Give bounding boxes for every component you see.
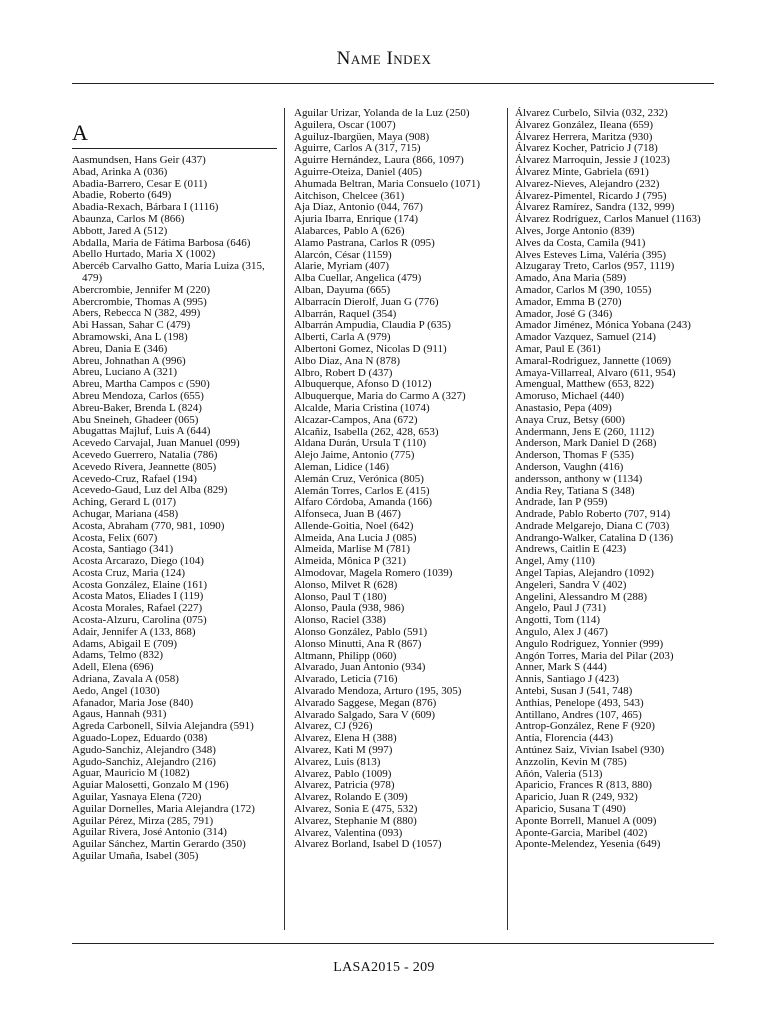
- index-entry: Alvarez, CJ (926): [294, 720, 373, 733]
- index-entry: Albro, Robert D (437): [294, 366, 393, 379]
- index-entry: Acevedo Rivera, Jeannette (805): [72, 460, 217, 473]
- page-title: Name Index: [336, 48, 432, 69]
- index-entry: Aparicio, Juan R (249, 932): [515, 791, 638, 804]
- index-column-3: [515, 108, 715, 851]
- index-entry: Amaya-Villarreal, Alvaro (611, 954): [515, 366, 676, 379]
- index-entry: Agreda Carbonell, Silvia Alejandra (591): [72, 720, 254, 733]
- index-entry: Acevedo Guerrero, Natalia (786): [72, 448, 218, 461]
- index-entry: Abu Sneineh, Ghadeer (065): [72, 413, 199, 426]
- index-entry: Abbott, Jared A (512): [72, 224, 168, 237]
- index-entry: Álvarez Rodríguez, Carlos Manuel (1163): [515, 213, 701, 226]
- index-entry: Albarrán Ampudia, Claudia P (635): [294, 319, 451, 332]
- index-entry: Amaral-Rodriguez, Jannette (1069): [515, 354, 672, 367]
- index-entry: Álvarez Curbelo, Silvia (032, 232): [515, 107, 668, 119]
- index-entry: Anner, Mark S (444): [515, 661, 607, 674]
- index-entry: Aparicio, Frances R (813, 880): [515, 779, 652, 792]
- index-entry: Andrews, Caitlin E (423): [515, 543, 627, 556]
- index-entry: Acosta Arcarazo, Diego (104): [72, 555, 204, 568]
- index-entry: Alcazar-Campos, Ana (672): [294, 413, 418, 426]
- index-entry: Allende-Goitia, Noel (642): [294, 519, 414, 532]
- index-entry: Alvarez, Rolando E (309): [294, 791, 408, 804]
- index-entry: Aguado-Lopez, Eduardo (038): [72, 732, 208, 745]
- index-entry: Aldana Durán, Ursula T (110): [294, 437, 427, 450]
- index-entry: Anastasio, Pepa (409): [515, 401, 612, 414]
- index-entry: Alonso González, Pablo (591): [294, 626, 428, 639]
- index-entry: Acosta Morales, Rafael (227): [72, 602, 203, 615]
- index-entry: Afanador, Maria Jose (840): [72, 696, 194, 709]
- index-entry: Aching, Gerard L (017): [72, 496, 177, 509]
- index-entry: Álvarez Minte, Gabriela (691): [515, 165, 649, 178]
- index-entry: Abello Hurtado, Maria X (1002): [72, 248, 216, 261]
- index-entry: Aguilar Urizar, Yolanda de la Luz (250): [294, 107, 470, 119]
- index-entry: Abreu-Baker, Brenda L (824): [72, 401, 202, 414]
- index-entry: Andrade Melgarejo, Diana C (703): [515, 519, 670, 532]
- index-entry: Amado, Ana Maria (589): [515, 272, 627, 285]
- index-entry: Aguirre Hernández, Laura (866, 1097): [294, 154, 464, 167]
- index-entry: Amador, José G (346): [515, 307, 613, 320]
- index-entry: Abugattas Majluf, Luis A (644): [72, 425, 211, 438]
- index-entry: Alonso, Milvet R (628): [294, 578, 398, 591]
- index-entry: Acevedo-Cruz, Rafael (194): [72, 472, 197, 485]
- index-entry: Abercéb Carvalho Gatto, Maria Luiza (315, 479): [72, 260, 265, 284]
- index-column-1: [72, 108, 277, 863]
- index-entry: Acosta, Santiago (341): [72, 543, 174, 556]
- index-entry: Albarrán, Raquel (354): [294, 307, 397, 320]
- index-entry: Almeida, Ana Lucia J (085): [294, 531, 417, 544]
- column-divider: [284, 108, 285, 930]
- index-entry: Alabarces, Pablo A (626): [294, 224, 405, 237]
- index-entry: Abreu, Martha Campos c (590): [72, 378, 210, 391]
- footer-rule: [72, 943, 714, 944]
- index-entry: Angel, Amy (110): [515, 555, 595, 568]
- page-footer: LASA2015 - 209: [333, 960, 435, 975]
- index-entry: Alvarez, Elena H (388): [294, 732, 397, 745]
- index-entry: Alvarado Mendoza, Arturo (195, 305): [294, 685, 462, 698]
- index-entry: Amoruso, Michael (440): [515, 390, 625, 403]
- index-entry: Aja Diaz, Antonio (044, 767): [294, 201, 423, 214]
- index-entry: Aleman, Lidice (146): [294, 460, 389, 473]
- index-entry: Anderson, Mark Daniel D (268): [515, 437, 657, 450]
- index-entry: Alcañiz, Isabella (262, 428, 653): [294, 425, 439, 438]
- index-entry: Almodovar, Magela Romero (1039): [294, 567, 453, 580]
- index-entry: Abreu, Dania E (346): [72, 342, 168, 355]
- index-entry: Antrop-González, Rene F (920): [515, 720, 655, 733]
- index-entry: Adriana, Zavala A (058): [72, 673, 179, 686]
- index-entry: Amador Jiménez, Mónica Yobana (243): [515, 319, 691, 332]
- index-entry: Agudo-Sanchiz, Alejandro (216): [72, 755, 216, 768]
- index-entry: Angel Tapias, Alejandro (1092): [515, 567, 654, 580]
- index-entry: Alban, Dayuma (665): [294, 283, 391, 296]
- index-entry: Alba Cuellar, Angelica (479): [294, 272, 422, 285]
- index-entry: Andrade, Ian P (959): [515, 496, 608, 509]
- index-entry: Angeleri, Sandra V (402): [515, 578, 627, 591]
- index-entry: Achugar, Mariana (458): [72, 507, 179, 520]
- index-entry: Alamo Pastrana, Carlos R (095): [294, 236, 435, 249]
- index-entry: Anthias, Penelope (493, 543): [515, 696, 644, 709]
- index-entry: Angotti, Tom (114): [515, 614, 601, 627]
- index-entry: Acosta Cruz, Maria (124): [72, 566, 186, 579]
- index-entry: Angón Torres, Maria del Pilar (203): [515, 649, 674, 662]
- column-divider: [507, 108, 508, 930]
- index-entry: Agudo-Sanchiz, Alejandro (348): [72, 743, 216, 756]
- index-entry: Álvarez González, Ileana (659): [515, 118, 654, 131]
- index-entry: Aponte-Garcia, Maribel (402): [515, 826, 648, 839]
- index-entry: Albuquerque, Maria do Carmo A (327): [294, 390, 466, 403]
- index-entry: Alvarez, Sonia E (475, 532): [294, 803, 418, 816]
- index-entry: Aguiar Malosetti, Gonzalo M (196): [72, 779, 229, 792]
- index-entry: Álvarez Marroquin, Jessie J (1023): [515, 154, 670, 167]
- section-letter: A: [72, 120, 277, 149]
- index-entry: Adell, Elena (696): [72, 661, 154, 674]
- index-entry: Abreu, Luciano A (321): [72, 366, 178, 379]
- index-entry: Acosta, Abraham (770, 981, 1090): [72, 519, 225, 532]
- index-entry: Alvarez, Valentina (093): [294, 826, 403, 839]
- index-entry: Alcalde, Maria Cristina (1074): [294, 401, 430, 414]
- index-entry: Aguilar Sánchez, Martin Gerardo (350): [72, 838, 246, 851]
- index-entry: Abadia-Barrero, Cesar E (011): [72, 177, 208, 190]
- index-entry: Alvarado, Leticia (716): [294, 673, 398, 686]
- index-entry: Anzzolin, Kevin M (785): [515, 755, 627, 768]
- index-entry: Angulo, Alex J (467): [515, 626, 608, 639]
- index-entry: Alvarez Borland, Isabel D (1057): [294, 838, 442, 851]
- index-entry: Adams, Abigail E (709): [72, 637, 178, 650]
- index-entry: Antebi, Susan J (541, 748): [515, 685, 633, 698]
- index-entry: Aguilar, Yasnaya Elena (720): [72, 791, 202, 804]
- index-entry: Alfonseca, Juan B (467): [294, 508, 401, 521]
- index-entry: Aguar, Mauricio M (1082): [72, 767, 190, 780]
- index-entry: Angulo Rodriguez, Yonnier (999): [515, 637, 664, 650]
- entry-list: [72, 155, 277, 863]
- index-entry: Aguilar Pérez, Mirza (285, 791): [72, 814, 214, 827]
- index-entry: Alvarado, Juan Antonio (934): [294, 661, 426, 674]
- index-entry: Abercrombie, Jennifer M (220): [72, 283, 211, 296]
- index-entry: Anderson, Vaughn (416): [515, 460, 624, 473]
- index-entry: Alemán Cruz, Verónica (805): [294, 472, 424, 485]
- index-entry: Antía, Florencia (443): [515, 732, 614, 745]
- entry-list: [294, 108, 502, 851]
- index-entry: Aedo, Angel (1030): [72, 684, 160, 697]
- index-entry: Andrango-Walker, Catalina D (136): [515, 531, 674, 544]
- index-entry: Aponte-Melendez, Yesenia (649): [515, 838, 661, 851]
- index-entry: Aponte Borrell, Manuel A (009): [515, 814, 657, 827]
- index-entry: Antúnez Saiz, Vivian Isabel (930): [515, 744, 665, 757]
- index-entry: Alvarado Salgado, Sara V (609): [294, 708, 436, 721]
- index-entry: Angelo, Paul J (731): [515, 602, 607, 615]
- index-entry: Aasmundsen, Hans Geir (437): [72, 154, 206, 166]
- index-entry: Alonso, Paul T (180): [294, 590, 387, 603]
- index-entry: Alves, Jorge Antonio (839): [515, 224, 635, 237]
- index-entry: Añón, Valeria (513): [515, 767, 603, 780]
- index-entry: Adair, Jennifer A (133, 868): [72, 625, 196, 638]
- index-entry: Alberti, Carla A (979): [294, 331, 391, 344]
- index-entry: Abercrombie, Thomas A (995): [72, 295, 207, 308]
- index-entry: Aparicio, Susana T (490): [515, 803, 626, 816]
- index-entry: Amador, Emma B (270): [515, 295, 622, 308]
- index-entry: Álvarez-Pimentel, Ricardo J (795): [515, 189, 667, 202]
- index-entry: Aguilera, Oscar (1007): [294, 118, 396, 131]
- index-entry: Alarie, Myriam (407): [294, 260, 389, 273]
- index-entry: Alves Esteves Lima, Valéria (395): [515, 248, 667, 261]
- index-entry: Almeida, Marlise M (781): [294, 543, 411, 556]
- index-entry: Albo Diaz, Ana N (878): [294, 354, 401, 367]
- index-entry: Albarracín Dierolf, Juan G (776): [294, 295, 439, 308]
- index-entry: Amador Vazquez, Samuel (214): [515, 331, 656, 344]
- index-entry: Agaus, Hannah (931): [72, 708, 167, 721]
- index-entry: Amador, Carlos M (390, 1055): [515, 283, 652, 296]
- index-entry: Ajuria Ibarra, Enrique (174): [294, 213, 419, 226]
- index-entry: Alzugaray Treto, Carlos (957, 1119): [515, 260, 675, 273]
- index-entry: Alvarez, Pablo (1009): [294, 767, 392, 780]
- index-entry: Álvarez Kocher, Patricio J (718): [515, 142, 658, 155]
- index-entry: Abreu Mendoza, Carlos (655): [72, 389, 204, 402]
- index-entry: Alonso, Raciel (338): [294, 614, 386, 627]
- index-entry: Andia Rey, Tatiana S (348): [515, 484, 635, 497]
- index-entry: Alves da Costa, Camila (941): [515, 236, 646, 249]
- index-entry: Alfaro Córdoba, Amanda (166): [294, 496, 433, 509]
- index-entry: Abdalla, Maria de Fátima Barbosa (646): [72, 236, 251, 249]
- index-entry: Andermann, Jens E (260, 1112): [515, 425, 655, 438]
- index-entry: Altmann, Philipp (060): [294, 649, 397, 662]
- index-entry: Acosta Matos, Eliades I (119): [72, 590, 204, 603]
- index-entry: Aguilar Dornelles, Maria Alejandra (172): [72, 802, 255, 815]
- index-entry: Alvarez, Luis (813): [294, 755, 381, 768]
- index-entry: Acosta-Alzuru, Carolina (075): [72, 614, 207, 627]
- index-entry: Albuquerque, Afonso D (1012): [294, 378, 432, 391]
- index-entry: Alemán Torres, Carlos E (415): [294, 484, 430, 497]
- index-entry: Acosta González, Elaine (161): [72, 578, 207, 591]
- index-entry: Abad, Arinka A (036): [72, 165, 168, 178]
- index-entry: Ahumada Beltran, Maria Consuelo (1071): [294, 177, 481, 190]
- index-entry: Abers, Rebecca N (382, 499): [72, 307, 201, 320]
- index-entry: Abreu, Johnathan A (996): [72, 354, 186, 367]
- index-entry: Antillano, Andres (107, 465): [515, 708, 642, 721]
- index-entry: Aitchison, Chelcee (361): [294, 189, 405, 202]
- index-entry: Alvarez, Kati M (997): [294, 744, 393, 757]
- index-entry: Albertoni Gomez, Nicolas D (911): [294, 342, 447, 355]
- index-entry: Annis, Santiago J (423): [515, 673, 619, 686]
- index-entry: Anderson, Thomas F (535): [515, 449, 634, 462]
- index-entry: Amengual, Matthew (653, 822): [515, 378, 654, 391]
- index-entry: Alvarez-Nieves, Alejandro (232): [515, 177, 660, 190]
- index-entry: Andrade, Pablo Roberto (707, 914): [515, 508, 671, 521]
- index-entry: Álvarez Herrera, Maritza (930): [515, 130, 653, 143]
- index-entry: andersson, anthony w (1134): [515, 472, 643, 485]
- index-entry: Alejo Jaime, Antonio (775): [294, 449, 415, 462]
- index-entry: Amar, Paul E (361): [515, 342, 601, 355]
- index-entry: Alvarado Saggese, Megan (876): [294, 696, 437, 709]
- header-rule: [72, 83, 714, 84]
- index-entry: Alvarez, Patricia (978): [294, 779, 395, 792]
- index-entry: Abadie, Roberto (649): [72, 189, 172, 202]
- index-entry: Adams, Telmo (832): [72, 649, 163, 662]
- index-entry: Abramowski, Ana L (198): [72, 330, 188, 343]
- index-column-2: [294, 108, 502, 851]
- index-entry: Alvarez, Stephanie M (880): [294, 814, 417, 827]
- index-entry: Abadia-Rexach, Bárbara I (1116): [72, 201, 219, 214]
- index-entry: Abi Hassan, Sahar C (479): [72, 319, 191, 332]
- index-entry: Angelini, Alessandro M (288): [515, 590, 647, 603]
- index-entry: Alonso, Paula (938, 986): [294, 602, 405, 615]
- index-entry: Anaya Cruz, Betsy (600): [515, 413, 625, 426]
- index-entry: Aguirre-Oteiza, Daniel (405): [294, 165, 422, 178]
- index-entry: Aguilar Rivera, José Antonio (314): [72, 826, 227, 839]
- index-entry: Aguilar Umaña, Isabel (305): [72, 850, 199, 863]
- index-entry: Álvarez Ramírez, Sandra (132, 999): [515, 201, 675, 214]
- index-entry: Alonso Minutti, Ana R (867): [294, 637, 422, 650]
- entry-list: [515, 108, 715, 851]
- index-entry: Alarcón, César (1159): [294, 248, 392, 261]
- index-entry: Acevedo-Gaud, Luz del Alba (829): [72, 484, 228, 497]
- index-entry: Aguiluz-Ibargüen, Maya (908): [294, 130, 430, 143]
- index-entry: Acevedo Carvajal, Juan Manuel (099): [72, 437, 240, 450]
- index-entry: Almeida, Mônica P (321): [294, 555, 407, 568]
- index-entry: Acosta, Felix (607): [72, 531, 158, 544]
- index-entry: Abaunza, Carlos M (866): [72, 212, 185, 225]
- index-entry: Aguirre, Carlos A (317, 715): [294, 142, 421, 155]
